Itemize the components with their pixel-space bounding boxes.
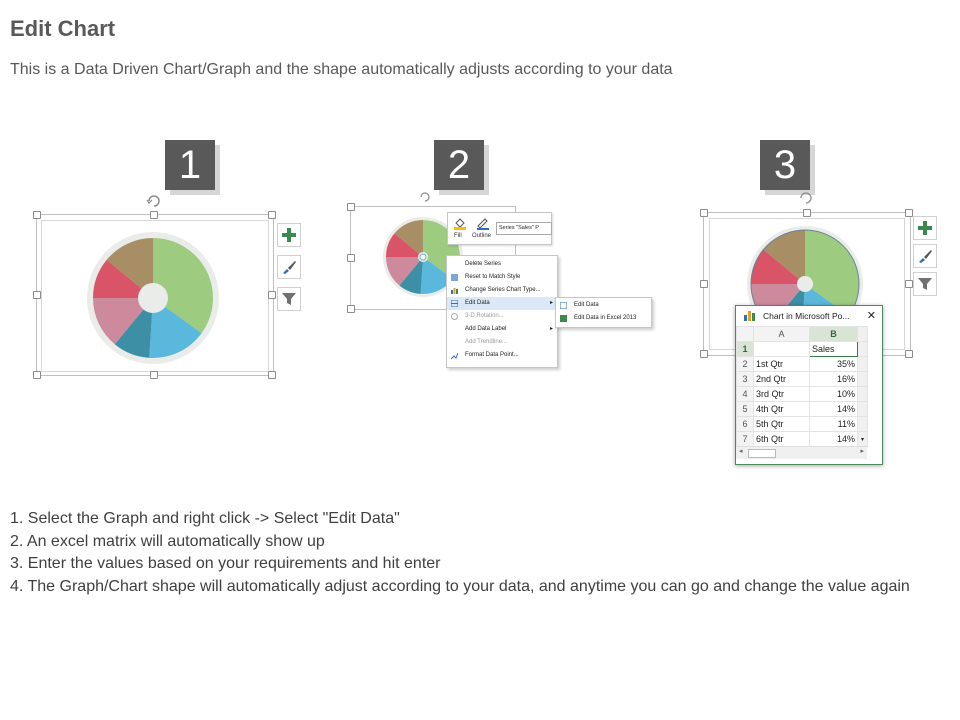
excel-scrollbar-track[interactable] — [858, 357, 868, 372]
menu-item-change-chart-type[interactable] — [447, 284, 557, 297]
excel-cell[interactable]: 10% — [810, 387, 858, 402]
excel-title-bar — [736, 306, 882, 326]
chart-filters-button[interactable] — [277, 287, 301, 311]
submenu-item-label: Edit Data — [574, 302, 599, 308]
submenu-item-edit-data[interactable] — [556, 299, 651, 312]
resize-handle[interactable] — [700, 209, 708, 217]
excel-icon — [560, 315, 567, 322]
page-subtitle: This is a Data Driven Chart/Graph and the shape automatically adjusts according to your data — [10, 61, 673, 78]
resize-handle[interactable] — [347, 254, 355, 262]
excel-title: Chart in Microsoft Po... — [763, 311, 850, 321]
fill-label[interactable]: Fill — [454, 233, 462, 239]
instruction-step: 4. The Graph/Chart shape will automatically adjust according to your data, and anytime you can go and change the value again — [10, 577, 910, 595]
resize-handle[interactable] — [33, 211, 41, 219]
table-icon — [451, 300, 458, 307]
menu-item-label: Format Data Point... — [465, 352, 519, 358]
resize-handle[interactable] — [700, 280, 708, 288]
excel-column-header[interactable]: A — [754, 327, 810, 342]
excel-row-number[interactable]: 2 — [737, 357, 754, 372]
plus-icon — [282, 228, 296, 242]
excel-scrollbar-track[interactable] — [858, 342, 868, 357]
chart-styles-button[interactable] — [913, 244, 937, 268]
brush-icon — [917, 248, 933, 264]
excel-cell[interactable]: 16% — [810, 372, 858, 387]
excel-horizontal-scrollbar[interactable] — [736, 446, 867, 459]
excel-row-number[interactable]: 6 — [737, 417, 754, 432]
resize-handle[interactable] — [268, 211, 276, 219]
filter-icon — [282, 292, 296, 306]
series-dropdown[interactable] — [496, 222, 552, 235]
instruction-step: 1. Select the Graph and right click -> Select "Edit Data" — [10, 510, 400, 527]
resize-handle[interactable] — [905, 350, 913, 358]
resize-handle[interactable] — [803, 209, 811, 217]
format-mini-toolbar — [447, 212, 552, 245]
scrollbar-thumb[interactable] — [748, 449, 776, 458]
excel-cell[interactable]: 14% — [810, 402, 858, 417]
step-2-badge: 2 — [434, 140, 484, 190]
menu-item-3d-rotation[interactable] — [447, 310, 557, 323]
excel-row-number[interactable]: 1 — [737, 342, 754, 357]
instruction-step: 3. Enter the values based on your requirements and hit enter — [10, 555, 441, 572]
menu-item-add-data-label[interactable] — [447, 323, 557, 336]
scroll-left-icon[interactable]: ◂ — [739, 448, 743, 455]
context-menu — [446, 255, 558, 368]
close-icon[interactable]: ✕ — [866, 310, 876, 322]
excel-cell[interactable]: 1st Qtr — [754, 357, 810, 372]
scroll-right-icon[interactable]: ▸ — [860, 448, 864, 455]
excel-cell[interactable]: 5th Qtr — [754, 417, 810, 432]
resize-handle[interactable] — [347, 305, 355, 313]
submenu-arrow-icon: ▸ — [549, 300, 553, 306]
rotate-handle-icon[interactable] — [799, 191, 813, 205]
menu-item-label: Reset to Match Style — [465, 274, 521, 280]
chart-icon — [744, 311, 755, 321]
bar-chart-icon — [451, 287, 458, 294]
chart-elements-button[interactable] — [277, 223, 301, 247]
excel-data-window — [735, 305, 883, 465]
submenu-arrow-icon: ▸ — [549, 326, 553, 332]
resize-handle[interactable] — [905, 209, 913, 217]
resize-handle[interactable] — [150, 371, 158, 379]
submenu-item-edit-in-excel[interactable] — [556, 312, 651, 325]
menu-item-delete-series[interactable] — [447, 258, 557, 271]
page-title: Edit Chart — [10, 16, 116, 41]
outline-label[interactable]: Outline — [472, 233, 492, 239]
resize-handle[interactable] — [33, 371, 41, 379]
pie-chart-1[interactable] — [85, 230, 221, 366]
excel-scrollbar-track[interactable] — [858, 417, 868, 432]
resize-handle[interactable] — [33, 291, 41, 299]
instruction-step: 2. An excel matrix will automatically show up — [10, 532, 325, 550]
resize-handle[interactable] — [268, 371, 276, 379]
excel-scrollbar-track[interactable] — [858, 387, 868, 402]
chart-filters-button[interactable] — [913, 272, 937, 296]
selected-point-marker — [420, 254, 426, 260]
menu-item-label: 3-D Rotation... — [465, 313, 504, 319]
excel-row-number[interactable]: 7 — [737, 432, 754, 447]
excel-scrollbar-track[interactable] — [858, 402, 868, 417]
rotate-handle-icon[interactable] — [146, 193, 162, 209]
resize-handle[interactable] — [700, 350, 708, 358]
chart-styles-button[interactable] — [277, 255, 301, 279]
menu-item-label: Add Data Label — [465, 326, 507, 332]
excel-corner-cell[interactable] — [737, 327, 754, 342]
excel-row-number[interactable]: 5 — [737, 402, 754, 417]
brush-icon — [281, 259, 297, 275]
step-1-badge: 1 — [165, 140, 215, 190]
resize-handle[interactable] — [150, 211, 158, 219]
excel-cell[interactable]: 4th Qtr — [754, 402, 810, 417]
reset-style-icon — [451, 274, 458, 281]
resize-handle[interactable] — [347, 203, 355, 211]
chart-elements-button[interactable] — [913, 216, 937, 240]
excel-column-header[interactable]: B — [810, 327, 858, 342]
outline-pen-icon[interactable] — [476, 216, 490, 230]
filter-icon — [918, 277, 932, 291]
resize-handle[interactable] — [268, 291, 276, 299]
format-icon — [451, 352, 458, 359]
excel-cell[interactable]: 14% — [810, 432, 858, 447]
menu-item-edit-data[interactable] — [447, 297, 557, 310]
scroll-down-icon[interactable]: ▾ — [858, 432, 868, 447]
excel-cell[interactable]: 11% — [810, 417, 858, 432]
excel-cell-selected[interactable]: Sales — [810, 342, 858, 357]
excel-cell[interactable]: 2nd Qtr — [754, 372, 810, 387]
edit-data-submenu — [555, 297, 652, 328]
excel-cell[interactable]: 35% — [810, 357, 858, 372]
submenu-item-label: Edit Data in Excel 2013 — [574, 315, 637, 321]
excel-cell[interactable] — [754, 342, 810, 357]
excel-cell[interactable]: 6th Qtr — [754, 432, 810, 447]
step-3-badge: 3 — [760, 140, 810, 190]
rotate-handle-icon[interactable] — [419, 191, 431, 203]
menu-item-reset-style[interactable] — [447, 271, 557, 284]
excel-grid — [736, 326, 868, 447]
excel-cell[interactable]: 3rd Qtr — [754, 387, 810, 402]
menu-item-add-trendline[interactable] — [447, 336, 557, 349]
menu-item-label: Edit Data — [465, 300, 490, 306]
series-dropdown-value: Series "Sales" P — [499, 225, 539, 231]
menu-item-format-data-point[interactable] — [447, 349, 557, 362]
excel-scrollbar-track[interactable] — [858, 372, 868, 387]
rotation-icon — [451, 313, 458, 320]
excel-row-number[interactable]: 3 — [737, 372, 754, 387]
plus-icon — [918, 221, 932, 235]
excel-scrollbar-track[interactable] — [858, 327, 868, 342]
excel-row-number[interactable]: 4 — [737, 387, 754, 402]
menu-item-label: Change Series Chart Type... — [465, 287, 541, 293]
instructions — [10, 508, 945, 598]
fill-bucket-icon[interactable] — [453, 216, 467, 230]
table-icon — [560, 302, 567, 309]
menu-item-label: Delete Series — [465, 261, 502, 267]
menu-item-label: Add Trendline... — [465, 339, 508, 345]
resize-handle[interactable] — [905, 280, 913, 288]
